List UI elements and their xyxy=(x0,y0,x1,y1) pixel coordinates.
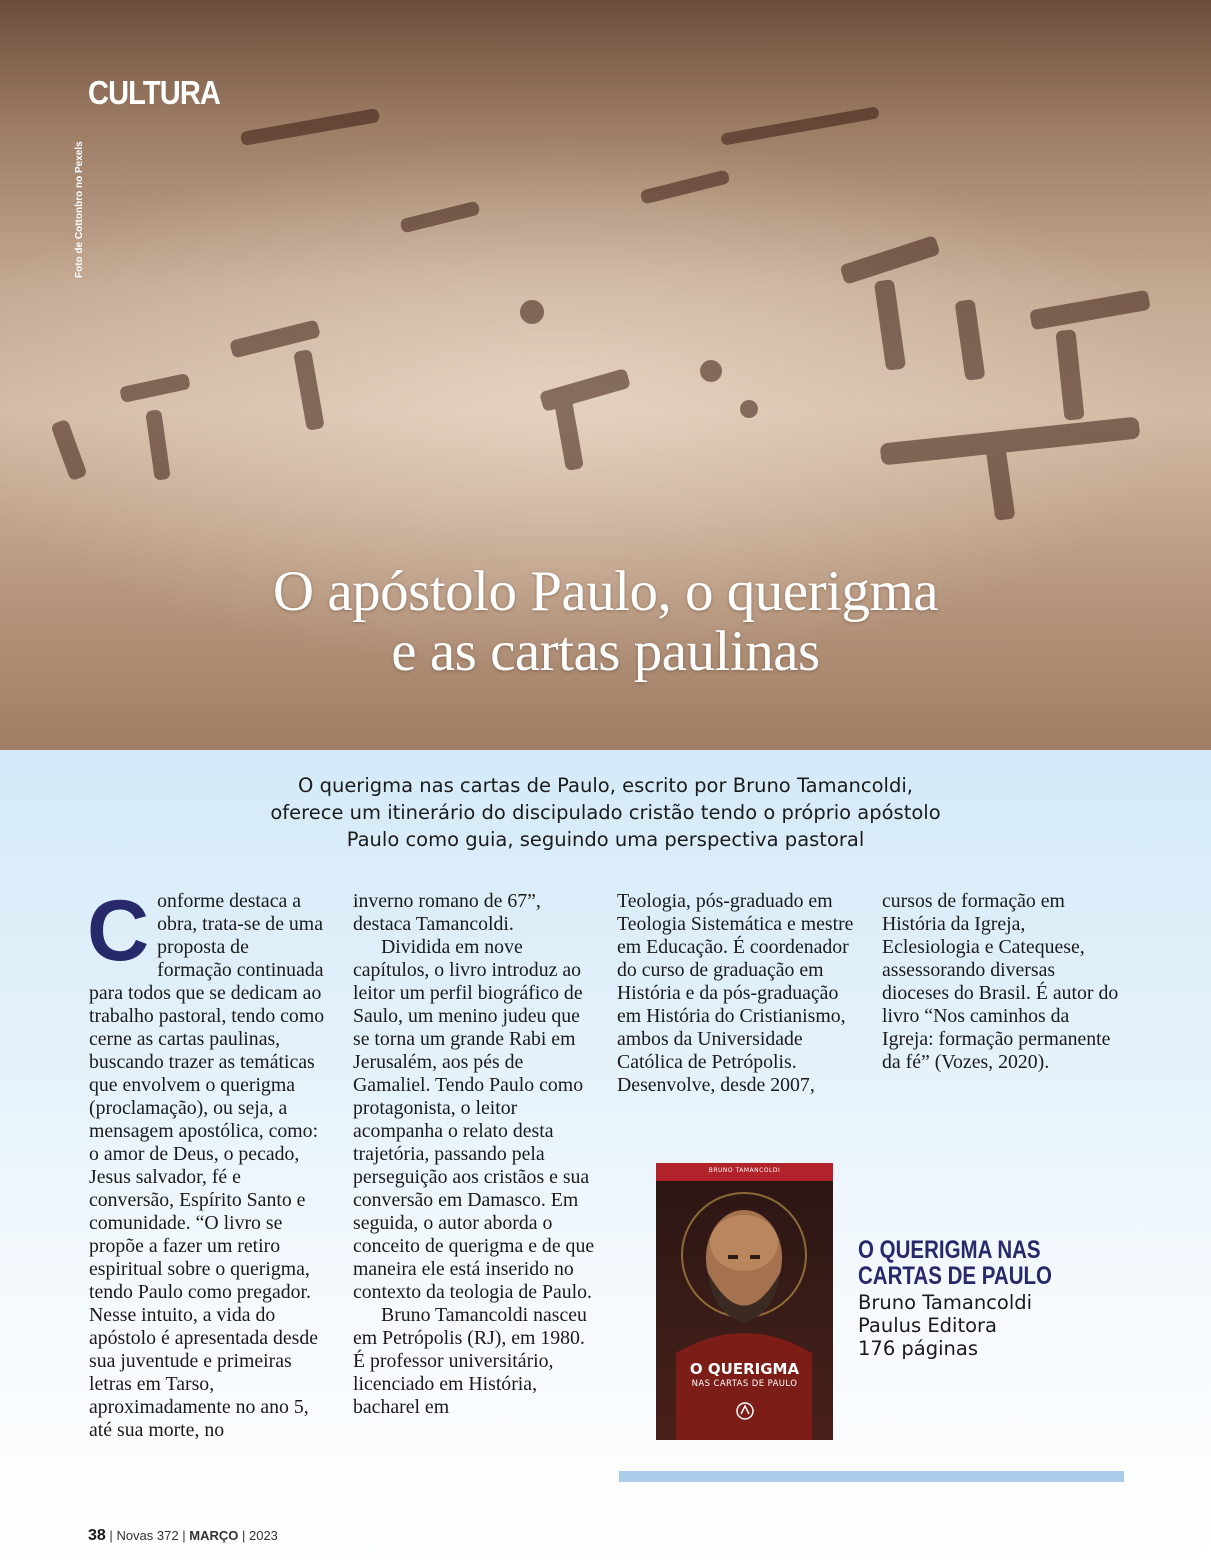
column-2-paragraph-2: Dividida em nove capítulos, o livro introduz ao leitor um perfil biográfico de Saulo, um menino judeu que se torna um grande Rabi em Jerusalém, aos pés de Gamaliel. Tendo Paulo como protagonista, o leitor acompanha o relato desta trajetória, passando pela perseguição aos cristãos e sua conversão em Damasco. Em seguida, o autor aborda o conceito de querigma e de que maneira ele está inserido no contexto da teologia de Paulo. xyxy=(353,936,595,1303)
headline-line-2: e as cartas paulinas xyxy=(391,620,820,683)
issue-month: MARÇO xyxy=(189,1528,239,1543)
column-1-text: onforme destaca a obra, trata-se de uma proposta de formação continuada para todos que se dedicam ao trabalho pastoral, tendo como cerne as cartas paulinas, buscando trazer as temáticas que envolvem o querigma (proclamação), ou seja, a mensagem apostólica, como: o amor de Deus, o pecado, Jesus salvador, fé e conversão, Espírito Santo e comunidade. “O livro se propõe a fazer um retiro espiritual sobre o querigma, tendo Paulo como pregador. Nesse intuito, a vida do apóstolo é apresentada desde sua juventude e primeiras letras em Tarso, aproximadamente no ano 5, até sua morte, no xyxy=(89,890,325,1441)
page-footer xyxy=(88,1527,278,1545)
issue-name: Novas 372 xyxy=(116,1528,179,1543)
headline-line-1: O apóstolo Paulo, o querigma xyxy=(272,560,939,623)
book-title-line-1: O QUERIGMA NAS xyxy=(858,1236,1041,1264)
cover-title: O QUERIGMA xyxy=(689,1360,800,1378)
photo-credit: Foto de Cottonbro no Pexels xyxy=(74,141,85,278)
issue-year: 2023 xyxy=(248,1528,278,1543)
portrait-illustration xyxy=(656,1163,833,1440)
book-pages: 176 páginas xyxy=(858,1337,979,1360)
book-publisher: Paulus Editora xyxy=(858,1314,997,1337)
book-title-line-2: CARTAS DE PAULO xyxy=(858,1262,1052,1290)
book-author: Bruno Tamancoldi xyxy=(858,1291,1033,1314)
hero-photo xyxy=(0,0,1211,750)
article-column-2 xyxy=(353,890,597,1419)
article-column-4 xyxy=(882,890,1124,1074)
standfirst-line-3: Paulo como guia, seguindo uma perspectiva pastoral xyxy=(346,828,865,851)
column-2-paragraph-1: inverno romano de 67”, destaca Tamancoldi. xyxy=(353,890,541,935)
cover-subtitle: NAS CARTAS DE PAULO xyxy=(691,1379,798,1389)
column-4-text: cursos de formação em História da Igreja, Eclesiologia e Catequese, assessorando diversas dioceses do Brasil. É autor do livro “Nos caminhos da Igreja: formação permanente da fé” (Vozes, 2020). xyxy=(882,890,1119,1073)
footer-separator: | xyxy=(241,1528,246,1543)
book-cover-image xyxy=(656,1163,833,1440)
column-3-text: Teologia, pós-graduado em Teologia Sistemática e mestre em Educação. É coordenador do curso de graduação em História e da pós-graduação em História do Cristianismo, ambos da Universidade Católica de Petrópolis. Desenvolve, desde 2007, xyxy=(617,890,854,1096)
publisher-logo-icon xyxy=(735,1401,755,1421)
footer-separator: | xyxy=(182,1528,186,1543)
standfirst xyxy=(200,772,1011,853)
section-label: CULTURA xyxy=(88,74,221,111)
drop-cap: C xyxy=(87,883,150,979)
footer-separator: | xyxy=(109,1528,113,1543)
page-number: 38 xyxy=(88,1527,106,1544)
standfirst-line-2: oferece um itinerário do discipulado cristão tendo o próprio apóstolo xyxy=(270,801,941,824)
article-headline xyxy=(0,562,1211,682)
standfirst-line-1: O querigma nas cartas de Paulo, escrito por Bruno Tamancoldi, xyxy=(298,774,913,797)
article-column-1 xyxy=(87,883,325,1442)
article-column-3 xyxy=(617,890,861,1097)
book-title xyxy=(858,1237,1052,1289)
decorative-rule xyxy=(619,1471,1124,1482)
column-2-paragraph-3: Bruno Tamancoldi nasceu em Petrópolis (RJ), em 1980. É professor universitário, licenciado em História, bacharel em xyxy=(353,1304,587,1418)
cover-author: BRUNO TAMANCOLDI xyxy=(708,1167,781,1174)
